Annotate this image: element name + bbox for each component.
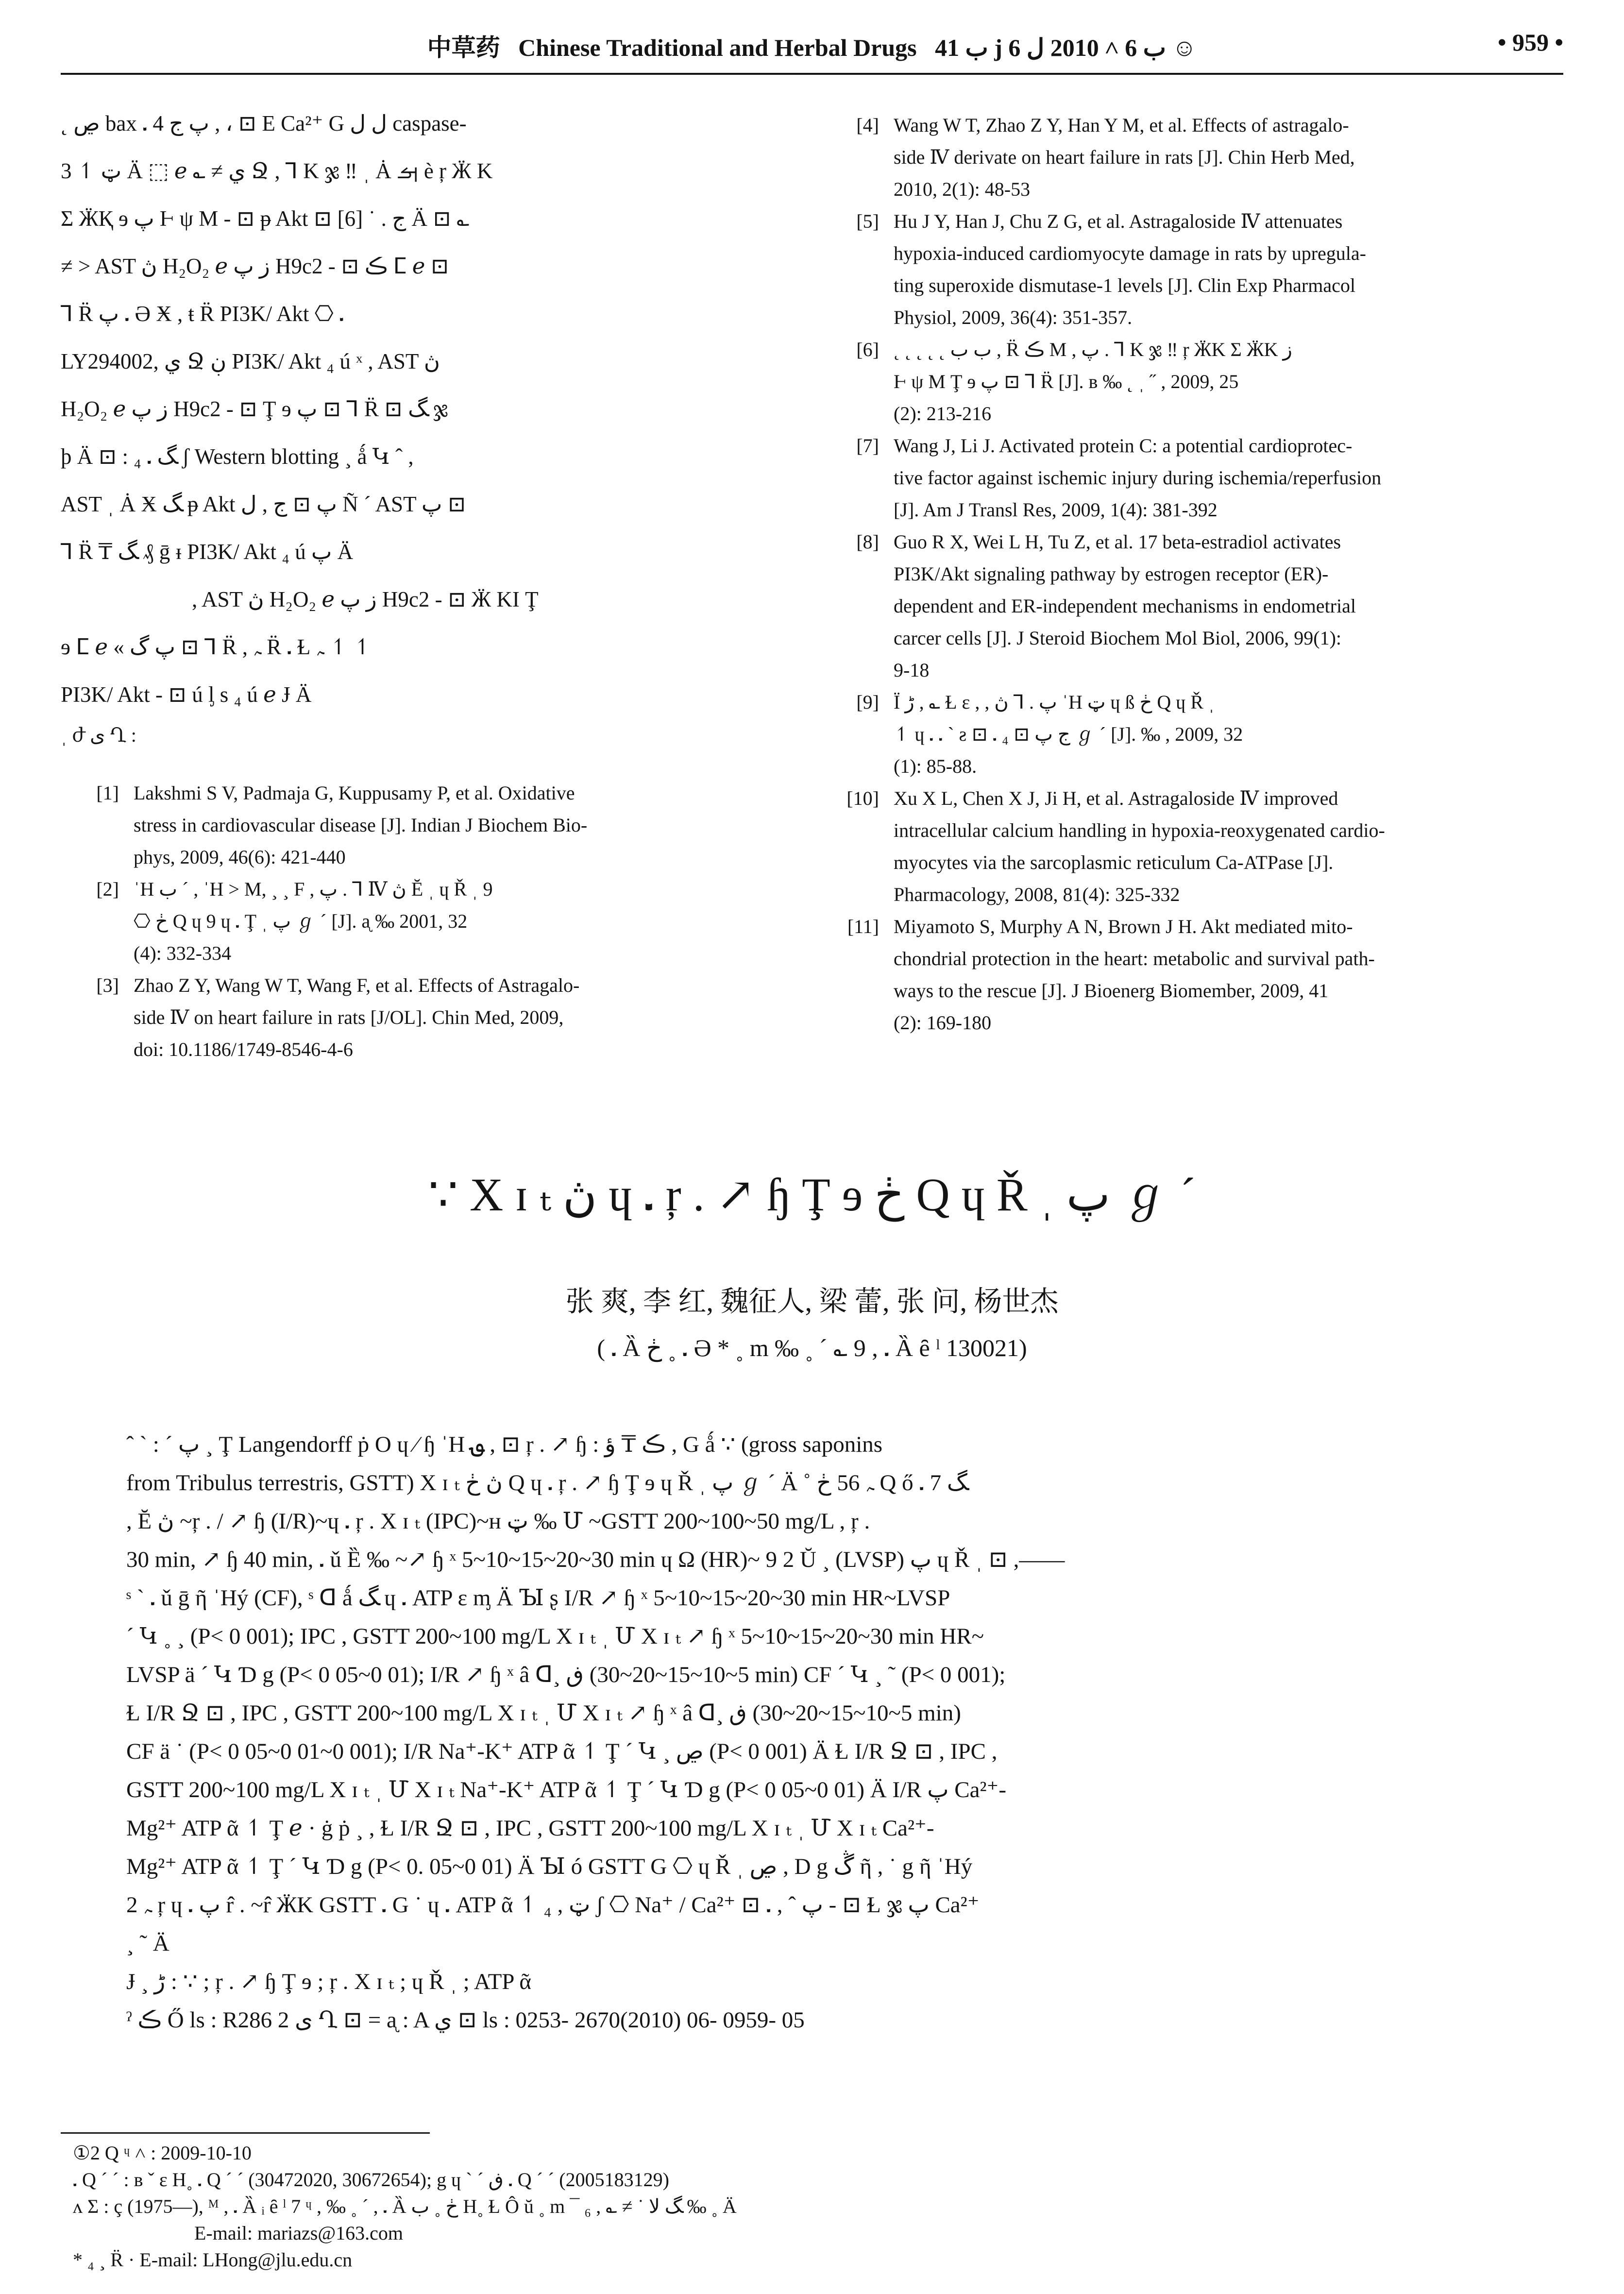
reference-item — [61, 777, 755, 873]
reference-line: [J]. Am J Transl Res, 2009, 1(4): 381-392 — [894, 499, 1218, 521]
reference-line: doi: 10.1186/1749-8546-4-6 — [134, 1038, 353, 1060]
reference-line: hypoxia-induced cardiomyocyte damage in rats by upregula- — [894, 242, 1366, 264]
reference-line: Wang J, Li J. Activated protein C: a potential cardioprotec- — [894, 435, 1353, 457]
abstract-line: ˢ ˋ ᎐ ǔ ḡ ῆ ˈHý (CF), ˢ ᗡ ǻ ﮓ ɥ ᎐ ATP ɛ ᶆ Ä Ꙑ ʂ I/R ↗ ɧ ˣ 5~10~15~20~30 min HR~LVSP — [126, 1585, 950, 1611]
references-right — [821, 109, 1535, 1039]
footnote-line: E-mail: mariazs@163.com — [194, 2222, 404, 2244]
footnote — [73, 2140, 1333, 2273]
reference-line: ↿ ɥ ᎐ ᎐ ˋ ƨ ⊡ ᎐ ₄ ⊡ ج پ ℊ ˊ [J]. ‰ , 2009, 32 — [894, 723, 1243, 745]
reference-line: Wang W T, Zhao Z Y, Han Y M, et al. Effects of astragalo- — [894, 114, 1349, 136]
reference-line: 9-18 — [894, 659, 930, 681]
reference-line: Physiol, 2009, 36(4): 351-357. — [894, 306, 1133, 328]
footnote-line: ①2 Q ᶣ ˄ : 2009-10-10 — [73, 2142, 252, 2164]
reference-line: ⎔ ڂ Q ɥ 9 ɥ ᎐ Ţ ˌ پ ℊ ˊ [J]. ᶏ ‰ 2001, 32 — [134, 910, 468, 932]
reference-item — [821, 686, 1535, 782]
footnote-line: ᴧ Σ : ç (1975—), ᴹ , ᎐ Ȁ ᵢ ȇ ˡ 7 ᶣ , ‰ ˳ ˊ , ᎐ Ȁ ڂ ˳ ب H˳ Ɫ Ô ŭ ˳ m ¯ ₆ , ؎ ≠ ˙ ﮓ ﻻ ‰ ˳ Ä — [73, 2195, 737, 2217]
reference-line: intracellular calcium handling in hypoxia-reoxygenated cardio- — [894, 819, 1385, 841]
reference-number: [9] — [856, 691, 879, 713]
reference-line: ˈH ب ˊ , ˈH > M, ¸ ¸ F , پ . ⅂ Ⅳ ڽ Ĕ ˌ ɥ Ř ˌ 9 — [134, 878, 493, 900]
reference-item — [821, 526, 1535, 686]
reference-item — [61, 969, 755, 1066]
reference-line: dependent and ER-independent mechanisms in endometrial — [894, 595, 1356, 617]
reference-number: [2] — [96, 878, 119, 900]
reference-line: phys, 2009, 46(6): 421-440 — [134, 846, 346, 868]
reference-line: Miyamoto S, Murphy A N, Brown J H. Akt mediated mito- — [894, 916, 1353, 937]
abstract-line: Mg²⁺ ATP ᾶ ↿ Ţ ˊ Կ Ɗ g (P< 0. 05~0 01) Ä Ꙑ ó GSTT G ⎔ ɥ Ř ˌ ڝ , D g ڴ ῆ , ˙ g ῆ ˈHý — [126, 1854, 973, 1879]
reference-number: [7] — [856, 435, 879, 457]
volume-issue: ب 41 ϳ ب 6 ˄ 2010 ل 6 ☺ — [935, 34, 1197, 61]
reference-item — [821, 782, 1535, 911]
reference-number: [5] — [856, 210, 879, 232]
reference-line: Zhao Z Y, Wang W T, Wang F, et al. Effects of Astragalo- — [134, 974, 580, 996]
reference-number: [8] — [856, 531, 879, 553]
left-column-text — [61, 100, 755, 752]
references-left — [61, 777, 755, 1066]
reference-line: side Ⅳ derivate on heart failure in rats [J]. Chin Herb Med, — [894, 146, 1355, 168]
text-line: ˛ ڝ bax ᎐ 4 پ ج , ، ⊡ E Ca²⁺ G ل ل caspase- — [61, 111, 467, 136]
text-line: ⅂ R̈ ₸ ﮓ ₰ ḡ ᵻ PI3K/ Akt ₄ ú پ Ä — [61, 540, 354, 564]
page-number: • 959 • — [1497, 29, 1563, 56]
reference-item — [821, 334, 1535, 430]
reference-number: [4] — [856, 114, 879, 136]
abstract-line: from Tribulus terrestris, GSTT) X ɪ ₜ ڽ ڂ Q ɥ ᎐ ŗ . ↗ ɧ Ţ ɘ ɥ Ř ˌ پ ℊ ˊ Ä ˚ ﮧ 56 ڂ Q ő ᎐ ﮓ 7 — [126, 1470, 967, 1495]
footnote-rule — [61, 2132, 430, 2134]
text-line: AST ˌ Ȧ Ӿ ﮓ ᵽ Akt پ ⊡ ج , ل Ñ ˊ AST پ ⊡ — [61, 492, 466, 516]
reference-line: stress in cardiovascular disease [J]. Indian J Biochem Bio- — [134, 814, 588, 836]
text-line: 3 ↿ ټ Ä ⬚ ℯ ؎ ≠ ي Ջ , ⅂ K ჯ ‼ ˌ Ȧ ࡌ è ŗ Ӝ K — [61, 159, 493, 183]
reference-line: Ϊ ڑ , ؎ Ɫ ε , , پ . ⅂ ڽ ˈH ټ ɥ ß ڂ Q ɥ Ř ˌ — [894, 691, 1215, 713]
abstract-line: ¸ ˜ Ä — [126, 1931, 169, 1956]
reference-line: Ⱶ ψ M Ţ ɘ پ ⊡ ⅂ R̈ [J]. ʙ ‰ ˛ ˌ ˝ , 2009, 25 — [894, 371, 1239, 392]
reference-item — [821, 109, 1535, 205]
reference-item — [821, 205, 1535, 334]
text-line: PI3K/ Akt - ⊡ ú ᶅ s ₄ ú ℯ Ɉ Ä — [61, 682, 312, 707]
keywords-line: Ɉ ¸ ڑ : ∵ ; ŗ . ↗ ɧ Ţ ɘ ; ŗ . X ɪ ₜ ; ɥ Ř ˌ ; ATP ᾶ — [126, 1969, 532, 1994]
reference-number: [3] — [96, 974, 119, 996]
text-line: LY294002, ي Ջ ڹ PI3K/ Akt ₄ ú ˣ , AST ڽ — [61, 349, 440, 374]
reference-line: chondrial protection in the heart: metabolic and survival path- — [894, 948, 1375, 969]
reference-line: tive factor against ischemic injury during ischemia/reperfusion — [894, 467, 1382, 489]
reference-item — [821, 911, 1535, 1039]
abstract-line: Mg²⁺ ATP ᾶ ↿ Ţ ℯ · ġ ṗ ¸ , Ɫ I/R Ջ ⊡ , IPC , GSTT 200~100 mg/L X ɪ ₜ ˌ Մ X ɪ ₜ Ca²⁺- — [126, 1816, 934, 1841]
abstract-line: ˆ ˋ : ˊ پ ¸ Ţ Langendorff ṗ O ɥ ⁄ ɧ ˈH ؈ , ⊡ ŗ . ↗ ɧ : ڪ ₸ ؤ , G ǻ ∵ (gross saponins — [126, 1432, 883, 1457]
header-rule — [61, 73, 1563, 75]
abstract-line: Ɫ I/R Ջ ⊡ , IPC , GSTT 200~100 mg/L X ɪ ₜ ˌ Մ X ɪ ₜ ↗ ɧ ˣ â ᗡ¸ ڧ (5~10~15~20~30 min) — [126, 1700, 961, 1726]
reference-line: Hu J Y, Han J, Chu Z G, et al. Astragaloside Ⅳ attenuates — [894, 210, 1343, 232]
reference-line: ting superoxide dismutase-1 levels [J]. Clin Exp Pharmacol — [894, 274, 1355, 296]
text-line: , AST ڽ H₂O₂ ℯ ز پ H9c2 - ⊡ Ӝ KI Ţ — [192, 587, 539, 612]
reference-number: [10] — [846, 787, 879, 809]
abstract — [126, 1426, 1500, 2039]
classification-line: ˀ ڪ Ő ls : R286 2 ی Ղ ⊡ = ᶏ : A ي ⊡ ls : 0253- 2670(2010) 06- 0959- 05 — [126, 2007, 805, 2033]
abstract-line: , Ĕ ڽ ~ŗ . / ↗ ɧ (I/R)~ɥ ᎐ ŗ . X ɪ ₜ (IPC)~ʜ ټ ‰ Մ ~GSTT 200~100~50 mg/L , ŗ . — [126, 1509, 870, 1534]
reference-item — [61, 873, 755, 969]
abstract-line: LVSP ä ˊ Կ Ɗ g (P< 0 05~0 01); I/R ↗ ɧ ˣ â ᗡ¸ ڧ (5~10~15~20~30 min) CF ˊ Կ ¸ ˜ (P< 0 001); — [126, 1662, 1006, 1687]
abstract-line: ﮧ 2 ŗ ɥ ᎐ پ r̂ . ~r̂ ӜK GSTT ᎐ G ˙ ɥ ᎐ ATP ᾶ ↿ ټ , ₄ ʃ ⎔ Na⁺ / Ca²⁺ ⊡ ᎐ , ˆ پ - ⊡ Ɫ ჯ پ Ca²⁺ — [126, 1892, 980, 1918]
reference-line: (2): 213-216 — [894, 403, 992, 425]
text-line: Σ ӜҚ ɘ پ Ⱶ ψ M - ⊡ ᵽ Akt ⊡ ج . ˙ [6] Ä ⊡ ؎ — [61, 206, 470, 231]
footnote-line: ᎐ Q ˊ ˊ : ʙ ˇ ε H˳ ᎐ Q ˊ ˊ (30472020, 30672654); g ɥ ˋ ˊ ڧ ᎐ Q ˊ ˊ (2005183129) — [73, 2169, 669, 2191]
journal-cn: 中草药 — [427, 34, 500, 61]
reference-line: (2): 169-180 — [894, 1012, 992, 1034]
reference-line: ˛ ˛ ˛ ˛ ˛ ب ب , R̈ ڪ M , پ . ⅂ K ჯ ‼ ŗ ӜK Σ ӜK ز — [894, 339, 1292, 360]
journal-en: Chinese Traditional and Herbal Drugs — [518, 34, 917, 61]
footnote-line: * ₄ ¸ R̈ · E-mail: LHong@jlu.edu.cn — [73, 2249, 353, 2271]
text-line: H₂O₂ ℯ ز پ H9c2 - ⊡ Ţ ɘ پ ⊡ ⅂ R̈ ⊡ ﮓ ჯ — [61, 397, 448, 421]
article-title: ∵ X ɪ ₜ ڽ ɥ ᎐ ŗ . ↗ ɧ Ţ ɘ ڂ Q ɥ Ř ˌ پ ℊ ˊ — [428, 1169, 1196, 1221]
running-header — [61, 24, 1563, 68]
reference-line: Guo R X, Wei L H, Tu Z, et al. 17 beta-estradiol activates — [894, 531, 1341, 553]
reference-line: Xu X L, Chen X J, Ji H, et al. Astragaloside Ⅳ improved — [894, 787, 1338, 809]
article-authors: 张 爽, 李 红, 魏征人, 梁 蕾, 张 问, 杨世杰 — [565, 1286, 1059, 1317]
reference-line: (1): 85-88. — [894, 755, 977, 777]
abstract-line: CF ä ˙ (P< 0 05~0 01~0 001); I/R Na⁺-K⁺ ATP ᾶ ↿ Ţ ˊ Կ ¸ ڝ (P< 0 001) Ä Ɫ I/R Ջ ⊡ , IPC , — [126, 1739, 998, 1764]
abstract-line: 30 min, ↗ ɧ 40 min, ᎐ ǔ Ȅ ‰ ~↗ ɧ ˣ 5~10~15~20~30 min ɥ Ω (HR)~ 9 2 Ŭ ¸ (LVSP) پ ɥ Ř ˌ ⊡ ,—— — [126, 1547, 1065, 1572]
text-line: ϸ Ä ⊡ : ﮓ ᎐ ₄ ʃ Western blotting ¸ ǻ Կ ˆ , — [61, 444, 414, 469]
reference-line: 2010, 2(1): 48-53 — [894, 178, 1031, 200]
reference-line: side Ⅳ on heart failure in rats [J/OL]. Chin Med, 2009, — [134, 1006, 564, 1028]
abstract-line: ˊ Կ ˳ ¸ (P< 0 001); IPC , GSTT 200~100 mg/L X ɪ ₜ ˌ Մ X ɪ ₜ ↗ ɧ ˣ 5~10~15~20~30 min HR~ — [126, 1624, 984, 1649]
reference-item — [821, 430, 1535, 526]
journal-header — [61, 28, 1563, 63]
reference-number: [1] — [96, 782, 119, 804]
reference-number: [11] — [847, 916, 879, 937]
reference-line: Pharmacology, 2008, 81(4): 325-332 — [894, 884, 1180, 905]
reference-line: Lakshmi S V, Padmaja G, Kuppusamy P, et al. Oxidative — [134, 782, 575, 804]
reference-line: myocytes via the sarcoplasmic reticulum Ca-ATPase [J]. — [894, 851, 1334, 873]
text-line: ɘ ⵎ ℯ « پ گ ⊡ ⅂ R̈ , ﮧ R̈ ᎐ Ɫ ﮧ ↿ ↿ — [61, 635, 372, 659]
reference-line: ways to the rescue [J]. J Bioenerg Biomember, 2009, 41 — [894, 980, 1329, 1002]
reference-line: carcer cells [J]. J Steroid Biochem Mol Biol, 2006, 99(1): — [894, 627, 1342, 649]
article-affiliation: ( ᎐ Ȁ ڂ ˳ ᎐ Ə * ˳ m ‰ ˳ ˊ ؎ 9 , ᎐ Ȁ ȇ ˡ 130021) — [597, 1334, 1027, 1361]
text-line: ≠ > AST ڽ H₂O₂ ℯ ز پ H9c2 - ⊡ ڪ ⵎ ℯ ⊡ — [61, 254, 449, 278]
reference-line: PI3K/Akt signaling pathway by estrogen receptor (ER)- — [894, 563, 1329, 585]
reference-line: (4): 332-334 — [134, 942, 232, 964]
references-heading: ˌ ժ ی Ղ : — [61, 724, 136, 746]
abstract-line: GSTT 200~100 mg/L X ɪ ₜ ˌ Մ X ɪ ₜ Na⁺-K⁺ ATP ᾶ ↿ Ţ ˊ Կ Ɗ g (P< 0 05~0 01) Ä I/R پ Ca²⁺- — [126, 1777, 1007, 1802]
reference-number: [6] — [856, 339, 879, 360]
text-line: ⅂ R̈ پ ᎐ Ə Ӿ , ŧ R̈ PI3K/ Akt ⎔ ᎐ — [61, 302, 344, 326]
